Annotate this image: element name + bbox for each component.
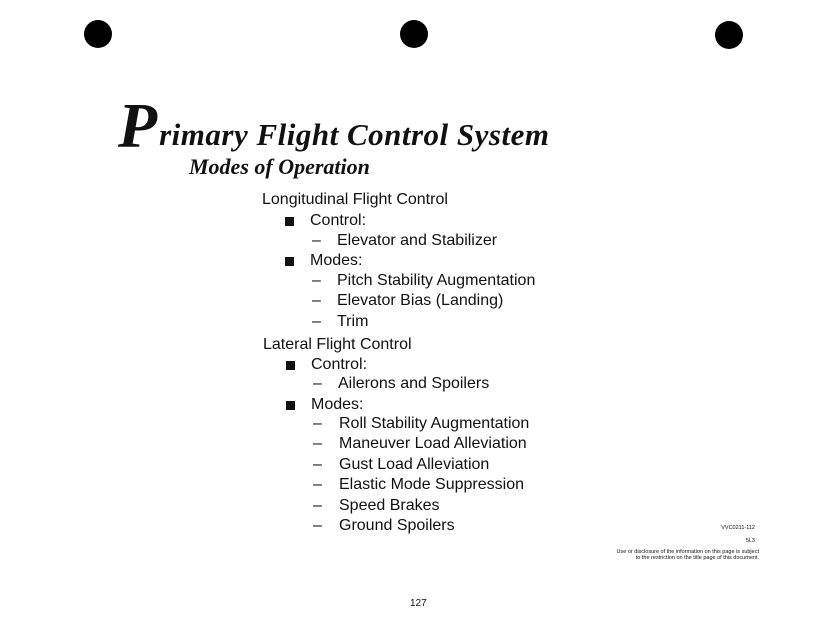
binder-hole-left	[84, 20, 112, 48]
dash-icon: –	[313, 456, 322, 473]
dash-icon: –	[312, 232, 321, 249]
dash-icon: –	[313, 375, 322, 392]
revision-code: 5L3	[745, 538, 755, 544]
dash-icon: –	[312, 292, 321, 309]
page-title	[118, 90, 550, 161]
disclosure-line-1: Use or disclosure of the information on this page is subject	[616, 549, 759, 555]
dash-icon: –	[313, 497, 322, 514]
list-item: Maneuver Load Alleviation	[339, 435, 527, 452]
group-label: Control:	[310, 212, 367, 229]
binder-hole-right	[715, 21, 743, 49]
section-heading-lateral: Lateral Flight Control	[263, 336, 412, 353]
page-number: 127	[410, 598, 427, 609]
list-item: Pitch Stability Augmentation	[337, 272, 536, 289]
dash-icon: –	[312, 272, 321, 289]
square-bullet-icon	[286, 361, 295, 370]
list-item: Roll Stability Augmentation	[339, 415, 530, 432]
dash-icon: –	[313, 517, 322, 534]
dash-icon: –	[312, 313, 321, 330]
list-item: Elevator and Stabilizer	[337, 232, 498, 249]
title-drop-cap: P	[118, 90, 158, 161]
square-bullet-icon	[286, 401, 295, 410]
group-label: Control:	[311, 356, 368, 373]
binder-hole-center	[400, 20, 428, 48]
document-id: VVC0211-112	[721, 525, 755, 531]
dash-icon: –	[313, 415, 322, 432]
square-bullet-icon	[285, 217, 294, 226]
group-label: Modes:	[310, 252, 363, 269]
square-bullet-icon	[285, 257, 294, 266]
list-item: Trim	[337, 313, 369, 330]
list-item: Ailerons and Spoilers	[338, 375, 490, 392]
disclosure-line-2: to the restriction on the title page of this document.	[635, 555, 759, 561]
title-text: rimary Flight Control System	[159, 117, 550, 152]
dash-icon: –	[313, 476, 322, 493]
list-item: Elastic Mode Suppression	[339, 476, 524, 493]
dash-icon: –	[313, 435, 322, 452]
page-subtitle: Modes of Operation	[189, 154, 370, 179]
list-item: Elevator Bias (Landing)	[337, 292, 504, 309]
list-item: Speed Brakes	[339, 497, 440, 514]
group-label: Modes:	[311, 396, 364, 413]
section-heading-longitudinal: Longitudinal Flight Control	[262, 191, 448, 208]
list-item: Ground Spoilers	[339, 517, 455, 534]
list-item: Gust Load Alleviation	[339, 456, 490, 473]
